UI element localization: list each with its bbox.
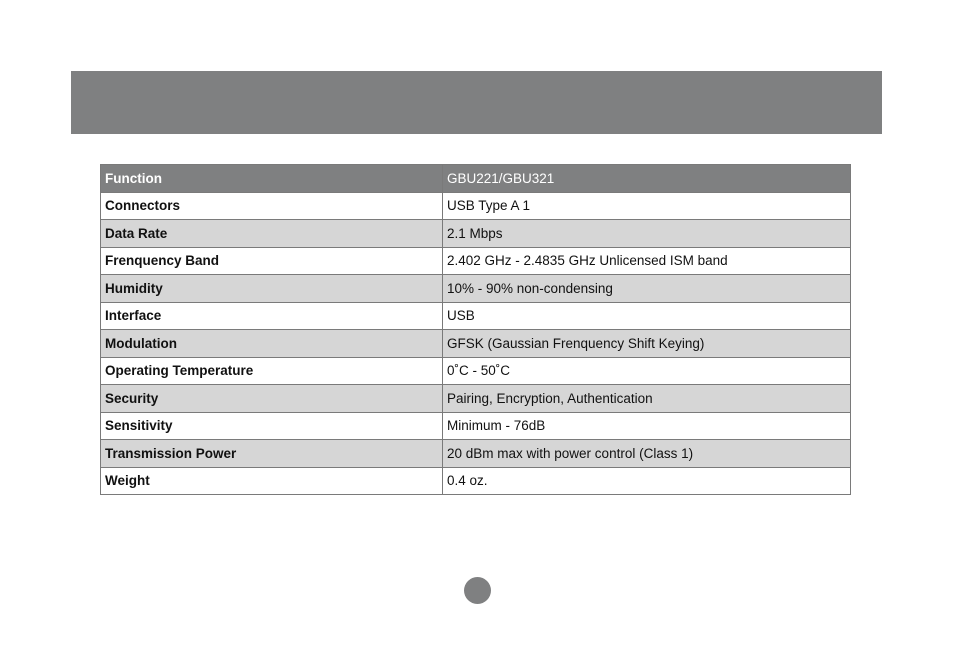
page-number-dot bbox=[464, 577, 491, 604]
header-label: Function bbox=[101, 165, 443, 193]
row-label: Transmission Power bbox=[101, 440, 443, 468]
row-value: 10% - 90% non-condensing bbox=[443, 275, 851, 303]
row-label: Sensitivity bbox=[101, 412, 443, 440]
table-row bbox=[101, 220, 851, 248]
row-value: Pairing, Encryption, Authentication bbox=[443, 385, 851, 413]
table-row bbox=[101, 357, 851, 385]
specification-table bbox=[100, 164, 851, 495]
header-value: GBU221/GBU321 bbox=[443, 165, 851, 193]
row-label: Modulation bbox=[101, 330, 443, 358]
row-value: 2.1 Mbps bbox=[443, 220, 851, 248]
row-label: Operating Temperature bbox=[101, 357, 443, 385]
table-row bbox=[101, 385, 851, 413]
table-row bbox=[101, 247, 851, 275]
table-row bbox=[101, 330, 851, 358]
table-row bbox=[101, 440, 851, 468]
row-label: Data Rate bbox=[101, 220, 443, 248]
row-label: Connectors bbox=[101, 192, 443, 220]
table-row bbox=[101, 275, 851, 303]
row-value: USB Type A 1 bbox=[443, 192, 851, 220]
header-band bbox=[71, 71, 882, 134]
table-row bbox=[101, 192, 851, 220]
table-header-row bbox=[101, 165, 851, 193]
table-row bbox=[101, 302, 851, 330]
row-value: 0˚C - 50˚C bbox=[443, 357, 851, 385]
row-value: Minimum - 76dB bbox=[443, 412, 851, 440]
row-label: Frenquency Band bbox=[101, 247, 443, 275]
table-row bbox=[101, 467, 851, 495]
table-row bbox=[101, 412, 851, 440]
row-value: USB bbox=[443, 302, 851, 330]
row-value: 2.402 GHz - 2.4835 GHz Unlicensed ISM band bbox=[443, 247, 851, 275]
row-label: Interface bbox=[101, 302, 443, 330]
row-value: 20 dBm max with power control (Class 1) bbox=[443, 440, 851, 468]
row-value: GFSK (Gaussian Frenquency Shift Keying) bbox=[443, 330, 851, 358]
row-label: Humidity bbox=[101, 275, 443, 303]
row-label: Security bbox=[101, 385, 443, 413]
row-value: 0.4 oz. bbox=[443, 467, 851, 495]
row-label: Weight bbox=[101, 467, 443, 495]
